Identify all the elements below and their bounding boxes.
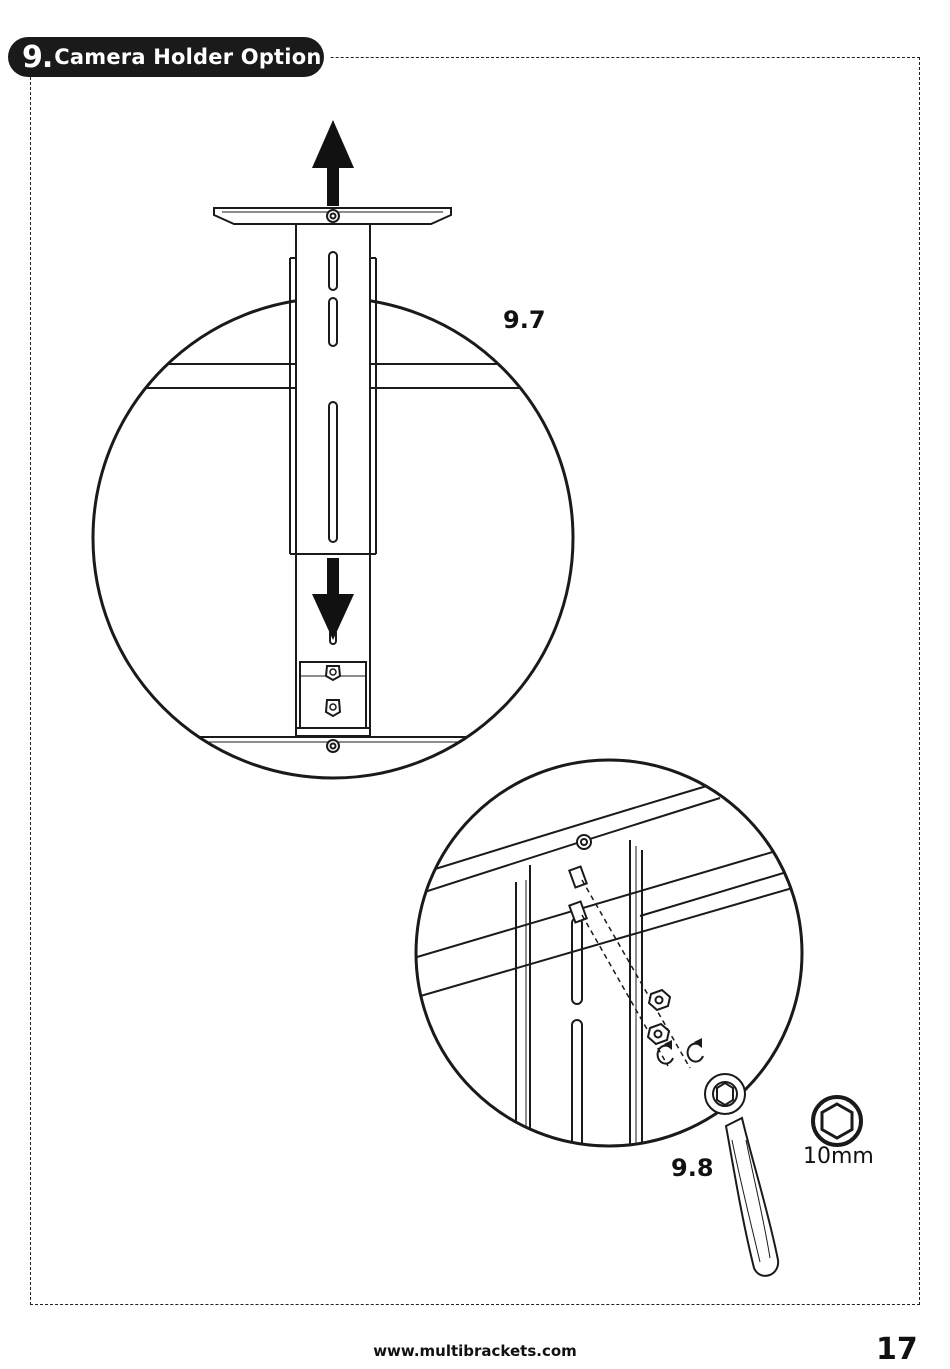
- section-heading: [8, 37, 324, 77]
- step-label-9-7: 9.7: [503, 306, 546, 334]
- section-number: 9.: [22, 39, 53, 75]
- page-number: 17: [876, 1332, 918, 1367]
- socket-wrench-icon: [705, 1074, 778, 1276]
- footer-url: www.multibrackets.com: [373, 1342, 577, 1360]
- up-arrow-icon: [312, 120, 354, 206]
- figure-9-7: [80, 208, 600, 778]
- frame-gap: [324, 50, 330, 64]
- extension-column: [290, 224, 376, 752]
- figure-9-8: [400, 760, 820, 1160]
- section-title: Camera Holder Option: [54, 45, 322, 69]
- tool-size-label: 10mm: [803, 1144, 874, 1169]
- hex-nut-icon: [813, 1097, 861, 1145]
- step-label-9-8: 9.8: [671, 1154, 714, 1182]
